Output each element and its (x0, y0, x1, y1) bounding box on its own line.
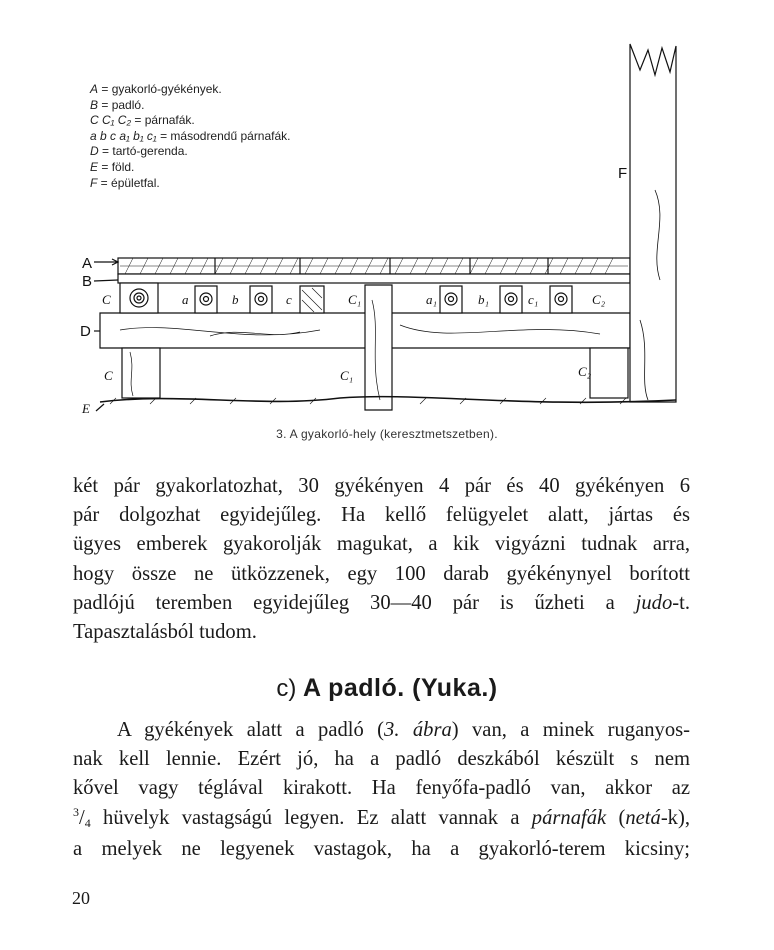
mat-layer (118, 258, 630, 274)
legend-row: B = padló. (90, 97, 145, 112)
figure-caption: 3. A gyakorló-hely (keresztmetszetben). (276, 427, 498, 441)
label-a: a (182, 292, 189, 307)
label-c1: c₁ (528, 292, 539, 307)
legend-row: a b c a₁ b₁ c₁ = másodrendű párnafák. (90, 128, 291, 143)
label-b: b (232, 292, 239, 307)
text-line: két pár gyakorlatozhat, 30 gyékényen 4 pár és 40 gyékényen 6 (73, 475, 690, 497)
floor-cross-section-figure (0, 0, 774, 420)
label-c: c (286, 292, 292, 307)
text-line: A gyékények alatt a padló (3. ábra) van, a minek ruganyos- (117, 719, 690, 741)
page-number: 20 (72, 888, 90, 908)
label-F: F (618, 165, 628, 182)
legend-row: D = tartó-gerenda. (90, 144, 188, 159)
label-C2-post: C₂ (578, 364, 592, 379)
label-C1-top: C₁ (348, 292, 362, 307)
label-a1: a₁ (426, 292, 438, 307)
label-D: D (80, 323, 91, 340)
text-line: $^3$/4 hüvelyk vastagságú legyen. Ez alatt vannak a párnafák (netá-k), (73, 804, 690, 830)
label-E: E (82, 401, 90, 416)
text-line: ügyes emberek gyakorolják magukat, a kik vigyázni tudnak arra, (73, 533, 690, 556)
label-A: A (82, 255, 93, 272)
text-line: padlójú teremben egyidejűleg 30—40 pár is űzheti a judo-t. (73, 591, 690, 614)
label-C-top: C (102, 292, 111, 307)
text-line: hogy össze ne ütközzenek, egy 100 darab gyékénynyel borított (73, 562, 690, 585)
figure-legend (90, 82, 291, 191)
legend-row: C C₁ C₂ = párnafák. (90, 113, 195, 128)
paragraph-2 (73, 716, 690, 864)
label-b1: b₁ (478, 292, 490, 307)
text-line: nak kell lennie. Ezért jó, ha a padló deszkából készült s nem (73, 748, 690, 771)
paragraph-1 (73, 472, 690, 647)
legend-row: E = föld. (90, 159, 135, 174)
label-B: B (82, 273, 93, 290)
section-heading: c) A padló. (Yuka.) (276, 674, 498, 702)
label-C-post: C (104, 368, 113, 383)
text-line: pár dolgozhat egyidejűleg. Ha kellő felügyelet alatt, jártas és (73, 504, 690, 527)
label-C1-post: C₁ (340, 368, 354, 383)
figure-drawing (0, 0, 774, 420)
label-C2-top: C₂ (592, 292, 606, 307)
text-line: Tapasztalásból tudom. (73, 621, 257, 644)
text-line: a melyek ne legyenek vastagok, ha a gyakorló-terem kicsiny; (73, 837, 690, 860)
legend-row: A = gyakorló-gyékények. (90, 82, 222, 96)
text-line: kővel vagy téglával kirakott. Ha fenyőfa-padló van, akkor az (73, 777, 690, 800)
legend-row: F = épületfal. (90, 175, 160, 190)
